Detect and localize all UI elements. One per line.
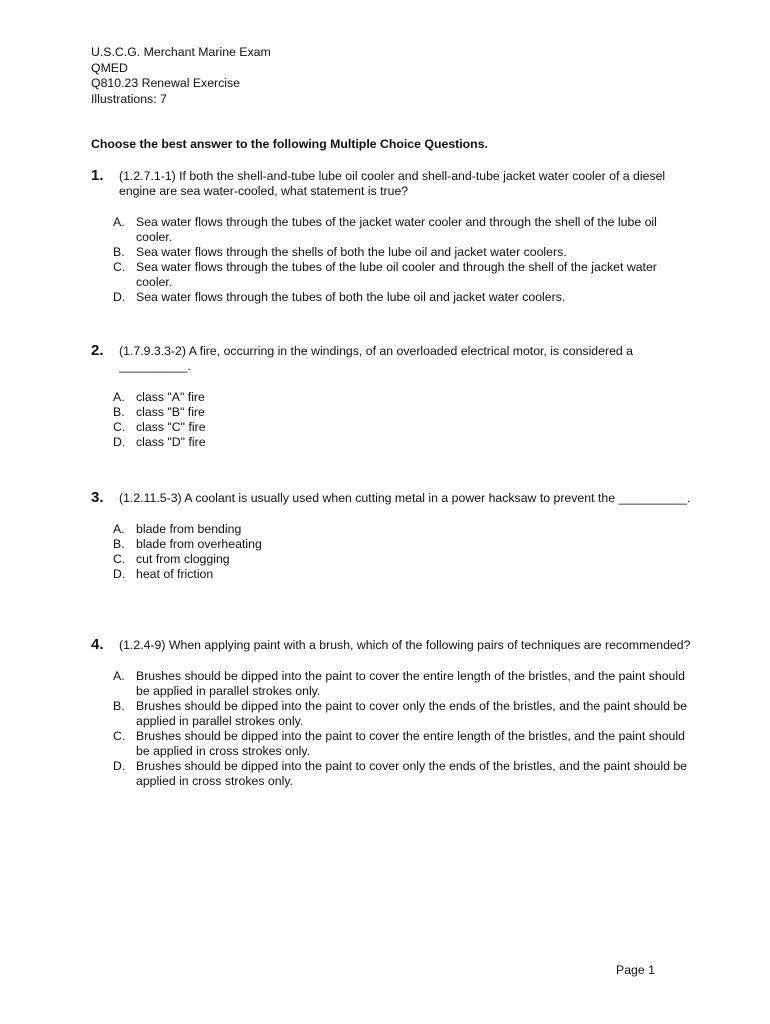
answer-option[interactable] [91, 290, 691, 305]
header-exam-title: U.S.C.G. Merchant Marine Exam [91, 45, 271, 59]
answer-option[interactable] [91, 759, 691, 789]
option-text: blade from bending [136, 522, 242, 536]
question-number: 2. [91, 342, 104, 359]
page-number: Page 1 [616, 963, 655, 977]
option-text: class "D" fire [136, 435, 206, 449]
option-text: class "C" fire [136, 420, 206, 434]
option-letter: C. [113, 729, 126, 743]
option-text: heat of friction [136, 567, 214, 581]
answer-option[interactable] [91, 420, 691, 435]
option-letter: A. [113, 669, 125, 683]
option-letter: D. [113, 290, 126, 304]
option-letter: D. [113, 567, 126, 581]
option-letter: A. [113, 215, 125, 229]
question-text: (1.2.7.1-1) If both the shell-and-tube lube oil cooler and shell-and-tube jacket water cooler of a diesel engine are sea water-cooled, what statement is true? [119, 169, 666, 198]
option-text: Sea water flows through the tubes of the jacket water cooler and through the shell of the lube oil cooler. [136, 215, 657, 244]
question-text: (1.2.11.5-3) A coolant is usually used when cutting metal in a power hacksaw to prevent the __________. [119, 491, 691, 505]
answer-options [91, 215, 691, 305]
question-1 [91, 169, 691, 305]
option-text: class "B" fire [136, 405, 205, 419]
exam-header [91, 45, 271, 107]
answer-options [91, 522, 691, 582]
option-letter: C. [113, 260, 126, 274]
answer-option[interactable] [91, 260, 691, 290]
option-letter: C. [113, 552, 126, 566]
option-letter: B. [113, 245, 125, 259]
option-letter: B. [113, 405, 125, 419]
option-text: Brushes should be dipped into the paint to cover only the ends of the bristles, and the paint should be applied in cross strokes only. [136, 759, 688, 788]
answer-option[interactable] [91, 699, 691, 729]
option-text: Sea water flows through the tubes of both the lube oil and jacket water coolers. [136, 290, 566, 304]
option-letter: A. [113, 522, 125, 536]
option-letter: D. [113, 759, 126, 773]
option-letter: C. [113, 420, 126, 434]
question-2 [91, 344, 691, 450]
option-text: Brushes should be dipped into the paint to cover the entire length of the bristles, and the paint should be applied in parallel strokes only. [136, 669, 685, 698]
answer-option[interactable] [91, 567, 691, 582]
option-text: class "A" fire [136, 390, 205, 404]
option-letter: B. [113, 537, 125, 551]
answer-option[interactable] [91, 435, 691, 450]
option-text: Sea water flows through the tubes of the lube oil cooler and through the shell of the jacket water cooler. [136, 260, 657, 289]
option-text: Sea water flows through the shells of both the lube oil and jacket water coolers. [136, 245, 567, 259]
option-letter: B. [113, 699, 125, 713]
answer-option[interactable] [91, 215, 691, 245]
question-text: (1.2.4-9) When applying paint with a brush, which of the following pairs of techniques are recommended? [119, 638, 691, 652]
answer-option[interactable] [91, 245, 691, 260]
answer-option[interactable] [91, 522, 691, 537]
option-text: Brushes should be dipped into the paint to cover only the ends of the bristles, and the paint should be applied in parallel strokes only. [136, 699, 688, 728]
question-3 [91, 491, 691, 582]
option-text: Brushes should be dipped into the paint to cover the entire length of the bristles, and the paint should be applied in cross strokes only. [136, 729, 685, 758]
header-rating: QMED [91, 60, 128, 75]
question-number: 3. [91, 489, 104, 506]
answer-option[interactable] [91, 669, 691, 699]
question-text: (1.7.9.3.3-2) A fire, occurring in the windings, of an overloaded electrical motor, is considered a __________. [119, 344, 634, 373]
answer-options [91, 669, 691, 789]
answer-option[interactable] [91, 405, 691, 420]
question-number: 1. [91, 167, 104, 184]
option-letter: D. [113, 435, 126, 449]
answer-options [91, 390, 691, 450]
option-letter: A. [113, 390, 125, 404]
instructions: Choose the best answer to the following Multiple Choice Questions. [91, 137, 488, 151]
option-text: cut from clogging [136, 552, 230, 566]
option-text: blade from overheating [136, 537, 262, 551]
answer-option[interactable] [91, 390, 691, 405]
question-4 [91, 638, 691, 789]
header-illustrations: Illustrations: 7 [91, 91, 167, 106]
answer-option[interactable] [91, 729, 691, 759]
answer-option[interactable] [91, 537, 691, 552]
question-number: 4. [91, 636, 104, 653]
answer-option[interactable] [91, 552, 691, 567]
header-exercise: Q810.23 Renewal Exercise [91, 76, 241, 90]
